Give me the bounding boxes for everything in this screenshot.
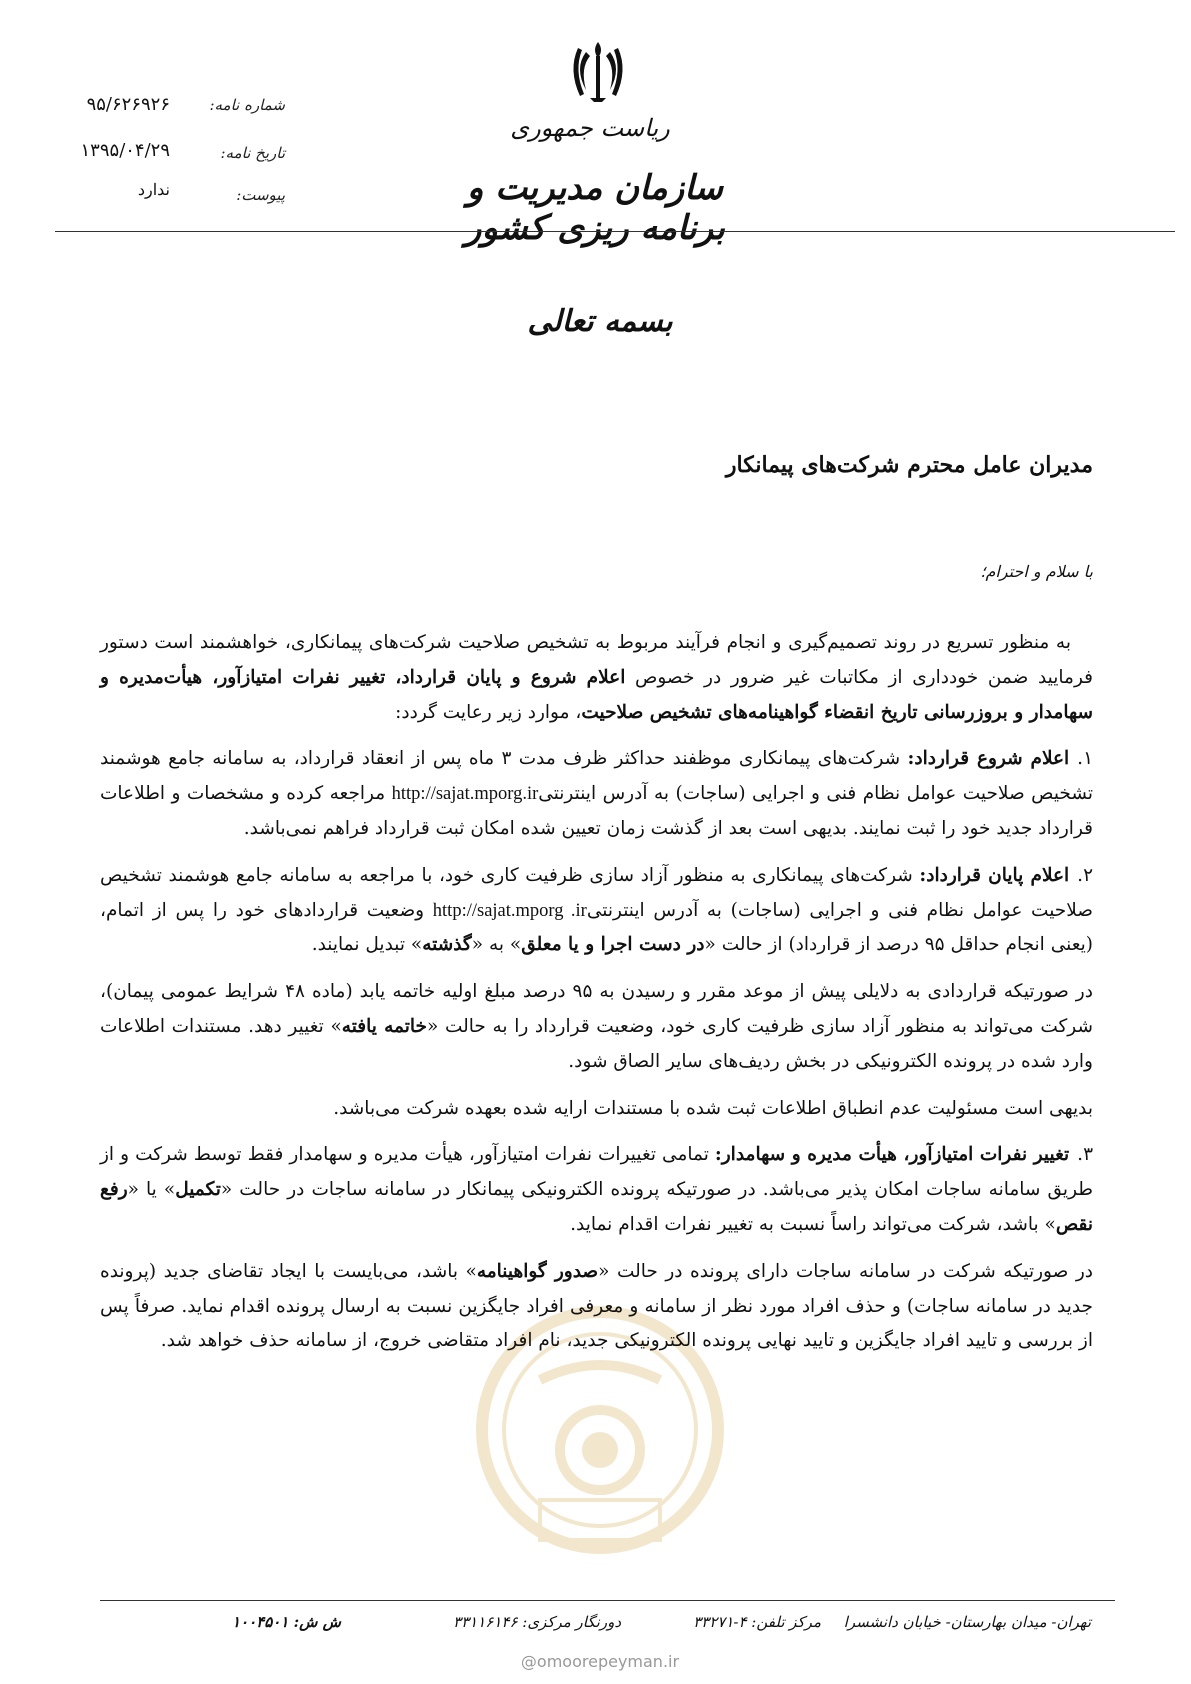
footer-divider [100, 1600, 1115, 1601]
iran-emblem-logo [568, 38, 628, 104]
item-3-text: تمامی تغییرات نفرات امتیازآور، هیأت مدیره و سهامدار فقط توسط شرکت و از طریق سامانه ساجات امکان پذیر می‌باشد. در صورتیکه پرونده الکترونیکی پیمانکار در سامانه ساجات در حالت « [100, 1144, 1093, 1201]
intro-bold: اعلام شروع و پایان قرارداد، تغییر نفرات امتیازآور، هیأت‌مدیره و سهامدار و بروزرسانی تاریخ انقضاء گواهینامه‌های تشخیص صلاحیت [100, 666, 1093, 723]
item-2-text-mid2: » به « [471, 934, 522, 956]
letter-number-label: شماره نامه: [209, 96, 285, 114]
item-2-text-mid: وضعیت قراردادهای خود را پس از اتمام، (یعنی انجام حداقل ۹۵ درصد از قرارداد) از حالت « [100, 899, 1093, 956]
letter-number-value: ۹۵/۶۲۶۹۲۶ [86, 94, 170, 115]
item-3-status-certificate: صدور گواهینامه [476, 1260, 599, 1282]
item-3-status-fix: رفع نقص [100, 1179, 1093, 1235]
item-1-paragraph [100, 742, 1093, 846]
header-divider [55, 231, 1175, 232]
item-2-title: اعلام پایان قرارداد: [919, 864, 1070, 886]
letter-body [100, 626, 1093, 1359]
watermark-site: @omoorepeyman.ir [520, 1652, 680, 1671]
item-2-paragraph-3 [100, 1092, 1093, 1127]
footer-phone: مرکز تلفن: ۴-۳۳۲۷۱ [693, 1613, 821, 1631]
item-2-number: ۲. [1077, 864, 1093, 886]
item-1-title: اعلام شروع قرارداد: [907, 748, 1070, 770]
item-3-text-end: » باشد، شرکت می‌تواند راساً نسبت به تغییر نفرات اقدام نماید. [570, 1213, 1056, 1235]
item-3-number: ۳. [1077, 1144, 1093, 1166]
letter-date-label: تاریخ نامه: [220, 144, 285, 162]
bismillah-heading: بسمه تعالی [527, 304, 673, 339]
intro-text-end: ، موارد زیر رعایت گردد: [395, 701, 582, 723]
recipient-heading: مدیران عامل محترم شرکت‌های پیمانکار [725, 452, 1093, 478]
item-2-p3-text: بدیهی است مسئولیت عدم انطباق اطلاعات ثبت شده با مستندات ارایه شده بعهده شرکت می‌باشد. [333, 1097, 1093, 1119]
item-1-text: شرکت‌های پیمانکاری موظفند حداکثر ظرف مدت ۳ ماه پس از انعقاد قرارداد، به سامانه جامع هوشمند تشخیص صلاحیت عوامل نظام فنی و اجرایی (ساجات) به آدرس اینترنتی [100, 748, 1093, 805]
org-parent-name: ریاست جمهوری [510, 114, 670, 142]
org-name: سازمان مدیریت و برنامه ریزی کشور [465, 168, 725, 248]
footer-registration: ش ش: ۱۰۰۴۵۰۱ [231, 1613, 341, 1631]
item-1-text-end: مراجعه کرده و مشخصات و اطلاعات قرارداد جدید خود را ثبت نمایند. بدیهی است بعد از گذشت زمان تعیین شده امکان ثبت قرارداد فراهم نمی‌باشد. [100, 783, 1093, 839]
greeting: با سلام و احترام؛ [980, 562, 1093, 581]
item-3-p2-text-end: » باشد، می‌بایست با ایجاد تقاضای جدید (پرونده جدید در سامانه ساجات) و حذف افراد مورد نظر از سامانه و معرفی افراد جایگزین نسبت به ارسال پرونده اقدام نماید. صرفاً پس از بررسی و تایید افراد جایگزین و تایید نهایی پرونده الکترونیکی جدید، نام افراد متقاضی خروج، از سامانه حذف خواهد شد. [100, 1260, 1093, 1352]
item-3-text-mid: » یا « [127, 1179, 176, 1201]
item-3-title: تغییر نفرات امتیازآور، هیأت مدیره و سهامدار: [714, 1144, 1070, 1166]
attachment-label: پیوست: [236, 186, 285, 204]
item-2-status-active: در دست اجرا و یا معلق [521, 934, 705, 956]
item-1-url: http://sajat.mporg.ir [391, 784, 539, 805]
item-2-status-past: گذشته [422, 934, 472, 956]
item-2-text: شرکت‌های پیمانکاری به منظور آزاد سازی ظرفیت کاری خود، با مراجعه به سامانه جامع هوشمند تشخیص صلاحیت عوامل نظام فنی و اجرایی (ساجات) به آدرس اینترنتی [100, 864, 1093, 921]
item-2-p2-text: در صورتیکه قراردادی به دلایلی پیش از موعد مقرر و رسیدن به ۹۵ درصد مبلغ اولیه خاتمه یابد (ماده ۴۸ شرایط عمومی پیمان)، شرکت می‌تواند به منظور آزاد سازی ظرفیت کاری خود، وضعیت قرارداد را به حالت « [100, 981, 1093, 1037]
item-2-paragraph-2 [100, 975, 1093, 1079]
intro-text: به منظور تسریع در روند تصمیم‌گیری و انجام فرآیند مربوط به تشخیص صلاحیت شرکت‌های پیمانکاری، خواهشمند است دستور فرمایید ضمن خودداری از مکاتبات غیر ضرور در خصوص [100, 632, 1093, 688]
item-3-status-complete: تکمیل [175, 1179, 221, 1201]
item-2-status-terminated: خاتمه یافته [341, 1015, 427, 1037]
attachment-value: ندارد [137, 180, 170, 199]
item-2-text-end: » تبدیل نمایند. [311, 934, 423, 956]
footer-address: تهران- میدان بهارستان- خیابان دانشسرا [843, 1613, 1091, 1631]
letter-date-value: ۱۳۹۵/۰۴/۲۹ [80, 140, 170, 161]
item-3-p2-text: در صورتیکه شرکت در سامانه ساجات دارای پرونده در حالت « [598, 1260, 1093, 1282]
item-2-paragraph [100, 859, 1093, 963]
item-3-paragraph [100, 1138, 1093, 1242]
item-3-paragraph-2 [100, 1255, 1093, 1359]
item-1-number: ۱. [1077, 748, 1093, 770]
item-2-url: http://sajat.mporg .ir [432, 900, 587, 921]
item-2-p2-text-end: » تغییر دهد. مستندات اطلاعات وارد شده در پرونده الکترونیکی در بخش ردیف‌های سایر الصاق شود. [100, 1015, 1093, 1072]
footer-fax: دورنگار مرکزی: ۳۳۱۱۶۱۴۶ [453, 1613, 621, 1631]
intro-paragraph [100, 626, 1093, 730]
